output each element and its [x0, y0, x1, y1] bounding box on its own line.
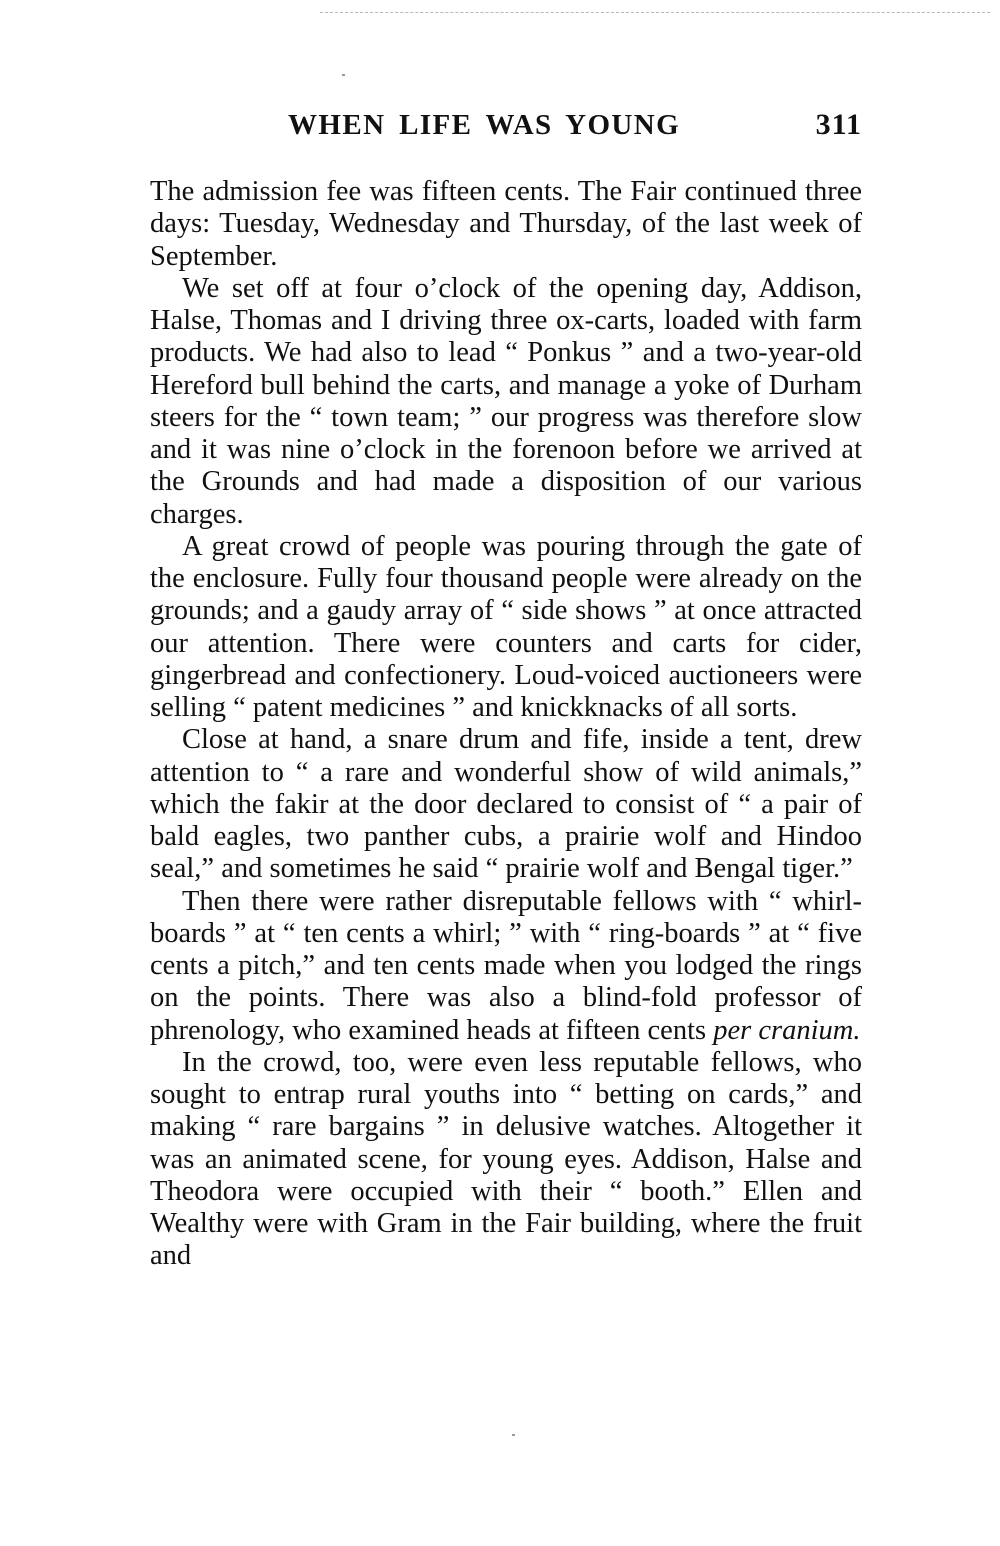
- paragraph: [150, 886, 862, 1047]
- paragraph: Close at hand, a snare drum and fife, inside a tent, drew attention to “ a rare and wonderful show of wild animals,” which the fakir at the door declared to consist of “ a pair of bald eagles, two panther cubs, a prairie wolf and Hindoo seal,” and sometimes he said “ prairie wolf and Bengal tiger.”: [150, 724, 862, 885]
- scan-edge-line: [320, 12, 990, 13]
- page-header: [150, 102, 862, 158]
- paragraph: The admission fee was fifteen cents. The Fair continued three days: Tuesday, Wednesday and Thursday, of the last week of September.: [150, 176, 862, 272]
- scan-speck: [342, 74, 345, 76]
- paragraph: We set off at four o’clock of the opening day, Addison, Halse, Thomas and I driving three ox-carts, loaded with farm products. We had also to lead “ Ponkus ” and a two-year-old Hereford bull behind the carts, and manage a yoke of Durham steers for the “ town team; ” our progress was therefore slow and it was nine o’clock in the forenoon before we arrived at the Grounds and had made a disposition of our various charges.: [150, 272, 862, 530]
- page-number: 311: [815, 108, 862, 141]
- scan-speck: [512, 1434, 515, 1436]
- running-head-title: WHEN LIFE WAS YOUNG: [288, 109, 681, 141]
- paragraph: A great crowd of people was pouring through the gate of the enclosure. Fully four thousand people were already on the grounds; and a gaudy array of “ side shows ” at once attracted our attention. There were counters and carts for cider, gingerbread and confectionery. Loud-voiced auctioneers were selling “ patent medicines ” and knickknacks of all sorts.: [150, 530, 862, 723]
- italic-phrase: per cranium.: [713, 1014, 861, 1046]
- paragraph: In the crowd, too, were even less reputable fellows, who sought to entrap rural youths into “ betting on cards,” and making “ rare bargains ” in delusive watches. Altogether it was an animated scene, for young eyes. Addison, Halse and Theodora were occupied with their “ booth.” Ellen and Wealthy were with Gram in the Fair building, where the fruit and: [150, 1046, 862, 1272]
- paragraph-text: Then there were rather disreputable fellows with “ whirl-boards ” at “ ten cents a whirl; ” with “ ring-boards ” at “ five cents a pitch,” and ten cents made when you lodged the rings on the points. There was also a blind-fold professor of phrenology, who examined heads at fifteen cents: [150, 885, 862, 1046]
- body-text: [150, 176, 862, 1273]
